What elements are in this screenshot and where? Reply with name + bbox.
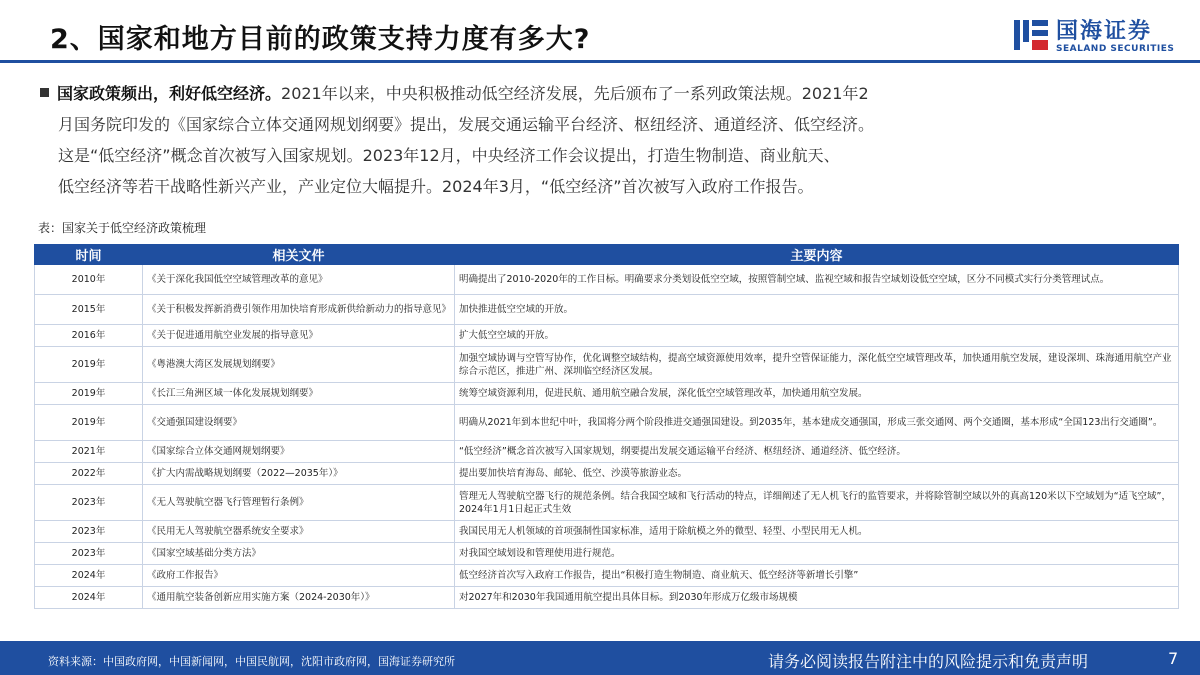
policy-table xyxy=(34,244,1179,609)
row-content: 提出要加快培育海岛、邮轮、低空、沙漠等旅游业态。 xyxy=(455,463,1179,485)
row-document: 《民用无人驾驶航空器系统安全要求》 xyxy=(143,521,455,543)
row-year: 2023年 xyxy=(35,485,143,521)
row-year: 2019年 xyxy=(35,383,143,405)
row-document: 《通用航空装备创新应用实施方案（2024-2030年）》 xyxy=(143,587,455,609)
source-note: 资料来源：中国政府网，中国新闻网，中国民航网，沈阳市政府网，国海证券研究所 xyxy=(48,655,455,668)
sealand-logo-icon xyxy=(1012,16,1050,54)
row-year: 2023年 xyxy=(35,521,143,543)
row-year: 2010年 xyxy=(35,265,143,295)
table-row xyxy=(35,405,1179,441)
row-document: 《国家综合立体交通网规划纲要》 xyxy=(143,441,455,463)
row-content: 统筹空域资源利用，促进民航、通用航空融合发展，深化低空空域管理改革，加快通用航空发展。 xyxy=(455,383,1179,405)
table-row xyxy=(35,521,1179,543)
header-content: 主要内容 xyxy=(455,245,1179,265)
row-document: 《扩大内需战略规划纲要（2022—2035年）》 xyxy=(143,463,455,485)
row-document: 《关于积极发挥新消费引领作用加快培育形成新供给新动力的指导意见》 xyxy=(143,295,455,325)
row-year: 2016年 xyxy=(35,325,143,347)
page-title: 2、国家和地方目前的政策支持力度有多大? xyxy=(50,24,591,55)
row-document: 《国家空域基础分类方法》 xyxy=(143,543,455,565)
footer-bar xyxy=(0,641,1200,675)
row-content: 我国民用无人机领域的首项强制性国家标准，适用于除航模之外的微型、轻型、小型民用无人机。 xyxy=(455,521,1179,543)
company-logo xyxy=(1012,14,1182,60)
logo-text-cn: 国海证券 xyxy=(1056,19,1153,44)
table-header-row xyxy=(35,245,1179,265)
header-time: 时间 xyxy=(35,245,143,265)
table-caption: 表：国家关于低空经济政策梳理 xyxy=(38,221,207,235)
intro-lead: 国家政策频出，利好低空经济。 xyxy=(57,84,282,103)
table-row xyxy=(35,265,1179,295)
row-content: 低空经济首次写入政府工作报告，提出“积极打造生物制造、商业航天、低空经济等新增长引擎” xyxy=(455,565,1179,587)
table-row xyxy=(35,295,1179,325)
row-document: 《政府工作报告》 xyxy=(143,565,455,587)
row-year: 2024年 xyxy=(35,587,143,609)
row-year: 2021年 xyxy=(35,441,143,463)
row-content: 加快推进低空空域的开放。 xyxy=(455,295,1179,325)
row-year: 2022年 xyxy=(35,463,143,485)
row-document: 《无人驾驶航空器飞行管理暂行条例》 xyxy=(143,485,455,521)
page-number: 7 xyxy=(1168,649,1179,668)
row-document: 《粤港澳大湾区发展规划纲要》 xyxy=(143,347,455,383)
bullet-icon xyxy=(40,88,49,97)
row-content: 对2027年和2030年我国通用航空提出具体目标。到2030年形成万亿级市场规模 xyxy=(455,587,1179,609)
table-row xyxy=(35,325,1179,347)
row-content: 加强空域协调与空管写协作，优化调整空域结构，提高空域资源使用效率，提升空管保证能力，深化低空空域管理改革，加快通用航空发展，建设深圳、珠海通用航空产业综合示范区，推进广州、深圳临空经济区发展。 xyxy=(455,347,1179,383)
table-row xyxy=(35,347,1179,383)
row-year: 2015年 xyxy=(35,295,143,325)
row-year: 2024年 xyxy=(35,565,143,587)
header-document: 相关文件 xyxy=(143,245,455,265)
disclaimer-text: 请务必阅读报告附注中的风险提示和免责声明 xyxy=(768,652,1089,671)
title-divider xyxy=(0,60,1200,63)
intro-line-1: 2021年以来，中央积极推动低空经济发展，先后颁布了一系列政策法规。2021年2 xyxy=(281,84,869,103)
row-year: 2019年 xyxy=(35,405,143,441)
row-content: 扩大低空空域的开放。 xyxy=(455,325,1179,347)
table-row xyxy=(35,587,1179,609)
table-row xyxy=(35,441,1179,463)
table-row xyxy=(35,565,1179,587)
intro-line-3: 这是“低空经济”概念首次被写入国家规划。2023年12月，中央经济工作会议提出，打造生物制造、商业航天、 xyxy=(58,146,840,165)
row-year: 2023年 xyxy=(35,543,143,565)
table-row xyxy=(35,485,1179,521)
table-row xyxy=(35,383,1179,405)
row-content: 明确从2021年到本世纪中叶，我国将分两个阶段推进交通强国建设。到2035年，基本建成交通强国，形成三张交通网、两个交通圈，基本形成“全国123出行交通圈”。 xyxy=(455,405,1179,441)
title-bar xyxy=(0,0,1200,64)
row-document: 《关于深化我国低空空域管理改革的意见》 xyxy=(143,265,455,295)
intro-line-4: 低空经济等若干战略性新兴产业，产业定位大幅提升。2024年3月，“低空经济”首次被写入政府工作报告。 xyxy=(58,177,814,196)
row-content: 管理无人驾驶航空器飞行的规范条例。结合我国空域和飞行活动的特点，详细阐述了无人机飞行的监管要求，并将除管制空域以外的真高120米以下空域划为“适飞空域”，2024年1月1日起正式生效 xyxy=(455,485,1179,521)
row-content: 明确提出了2010-2020年的工作目标。明确要求分类划设低空空域，按照管制空域、监视空域和报告空域划设低空空域，区分不同模式实行分类管理试点。 xyxy=(455,265,1179,295)
row-year: 2019年 xyxy=(35,347,143,383)
row-document: 《长江三角洲区域一体化发展规划纲要》 xyxy=(143,383,455,405)
row-document: 《关于促进通用航空业发展的指导意见》 xyxy=(143,325,455,347)
logo-text-en: SEALAND SECURITIES xyxy=(1056,44,1175,54)
table-row xyxy=(35,463,1179,485)
intro-paragraph xyxy=(40,78,1170,202)
row-content: 对我国空域划设和管理使用进行规范。 xyxy=(455,543,1179,565)
row-document: 《交通强国建设纲要》 xyxy=(143,405,455,441)
intro-line-2: 月国务院印发的《国家综合立体交通网规划纲要》提出，发展交通运输平台经济、枢纽经济、通道经济、低空经济。 xyxy=(58,115,875,134)
row-content: “低空经济”概念首次被写入国家规划，纲要提出发展交通运输平台经济、枢纽经济、通道经济、低空经济。 xyxy=(455,441,1179,463)
table-row xyxy=(35,543,1179,565)
